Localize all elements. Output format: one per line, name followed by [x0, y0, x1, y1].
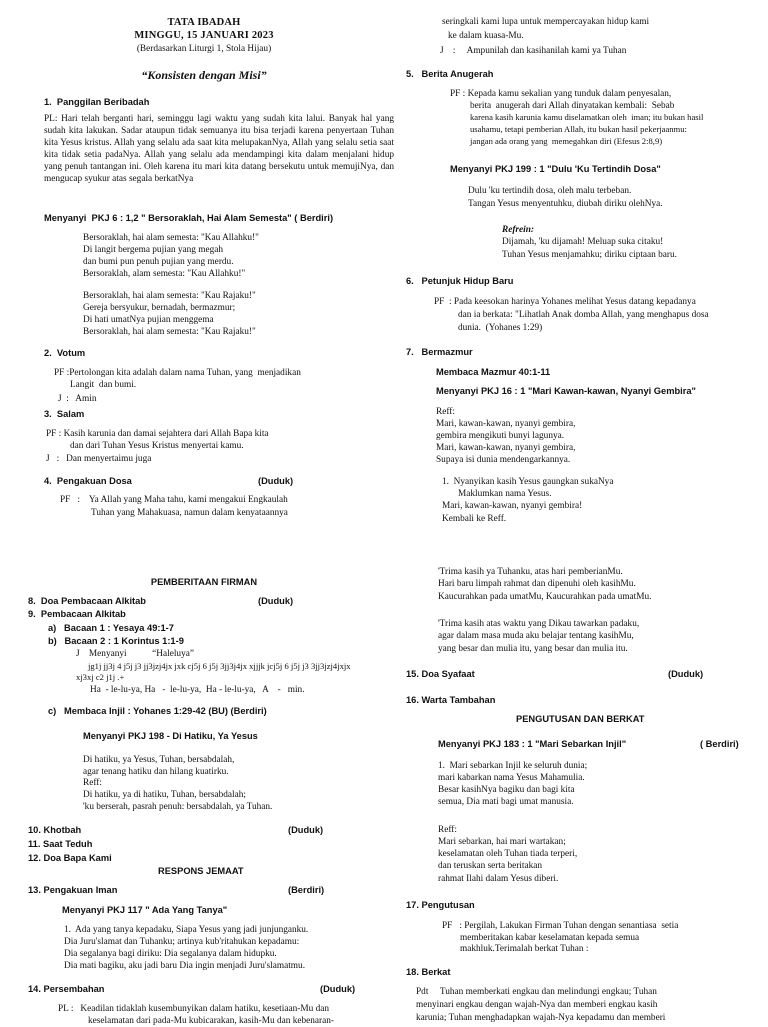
persembahan-pl-l2: keselamatan dari pada-Mu kubicarakan, kasih-Mu dan kebenaran- [88, 1016, 335, 1026]
song-pkj6-v2-l4: Bersoraklah, hai alam semesta: "Kau Rajaku!" [83, 327, 256, 337]
song-pkj198-reff: Reff: [83, 778, 102, 788]
anugerah-l4: usahamu, tetapi pemberian Allah, itu bukan hasil pekerjaanmu: [470, 124, 687, 134]
song-pkj183-title: Menyanyi PKJ 183 : 1 "Mari Sebarkan Injil" [438, 739, 627, 749]
anugerah-l2: berita anugerah dari Allah dinyatakan kembali: Sebab [470, 101, 675, 111]
section-doa-syafaat: 15. Doa Syafaat [406, 669, 475, 679]
votum-pf-l2: Langit dan bumi. [70, 380, 137, 390]
votum-j: J : Amin [58, 394, 97, 404]
section-doa-bapa-kami: 12. Doa Bapa Kami [28, 853, 112, 863]
song-pkj183-reff-l2: keselamatan oleh Tuhan tiada terperi, [438, 849, 578, 859]
votum-pf-l1: PF :Pertolongan kita adalah dalam nama Tuhan, yang menjadikan [54, 368, 301, 378]
song-pkj16-reff-l4: Supaya isi dunia mendengarkannya. [436, 455, 571, 465]
section-pengakuan-dosa-title: 4. Pengakuan Dosa [44, 476, 132, 486]
section-berkat: 18. Berkat [406, 967, 451, 977]
song-pkj6-v2-l3: Di hati umatNya pujian menggema [83, 315, 214, 325]
bacaan-1: a) Bacaan 1 : Yesaya 49:1-7 [48, 623, 174, 633]
doc-title: TATA IBADAH [167, 17, 241, 28]
song-pkj199-refrein-label: Refrein: [502, 225, 535, 235]
song-pkj16-v1-l4: Kembali ke Reff. [442, 514, 507, 524]
song-pkj198-title: Menyanyi PKJ 198 - Di Hatiku, Ya Yesus [83, 731, 258, 741]
doa-syafaat-posture: (Duduk) [668, 669, 704, 679]
section-votum-title: 2. Votum [44, 348, 86, 358]
haleluya-lyric: Ha - le-lu-ya, Ha - le-lu-ya, Ha - le-lu-ya, A - min. [90, 685, 305, 695]
section-berita-anugerah: 5. Berita Anugerah [406, 69, 494, 79]
berkat-l3: karunia; Tuhan menghadapkan wajah-Nya kepadamu dan memberi [416, 1013, 666, 1023]
song-pkj198-l3: Di hatiku, ya di hatiku, Tuhan, bersabdalah; [83, 790, 246, 800]
persembahan-pl-l1: PL : Keadilan tidaklah kusembunyikan dalam hatiku, kesetiaan-Mu dan [58, 1004, 330, 1014]
song-pkj198-l2: agar tenang hatiku dan hilang kuatirku. [83, 767, 229, 777]
section-salam-title: 3. Salam [44, 409, 85, 419]
song-pkj16-reff-label: Reff: [436, 407, 455, 417]
bacaan-2: b) Bacaan 2 : 1 Korintus 1:1-9 [48, 636, 184, 646]
pengutusan-l1: PF : Pergilah, Lakukan Firman Tuhan dengan senantiasa setia [442, 921, 679, 931]
section-saat-teduh: 11. Saat Teduh [28, 839, 93, 849]
anugerah-l1: PF : Kepada kamu sekalian yang tunduk dalam penyesalan, [450, 89, 672, 99]
pengutusan-l2: memberitakan kabar keselamatan kepada semua [460, 933, 640, 943]
bermazmur-read: Membaca Mazmur 40:1-11 [436, 367, 551, 377]
song-pkj183-reff-l4: rahmat Ilahi dalam Yesus diberi. [438, 874, 559, 884]
song-pkj16-v1-l3: Mari, kawan-kawan, nyanyi gembira! [442, 501, 583, 511]
song-pkj6-v1-l1: Bersoraklah, hai alam semesta: "Kau Allahku!" [83, 233, 259, 243]
song-pkj117-title: Menyanyi PKJ 117 " Ada Yang Tanya" [62, 905, 228, 915]
pengakuan-dosa-pf-l2: Tuhan yang Mahakuasa, namun dalam kenyataannya [91, 508, 288, 518]
song-pkj6-v2-l2: Gereja bersyukur, bernadah, bermazmur; [83, 303, 236, 313]
salam-j: J : Dan menyertaimu juga [46, 454, 152, 464]
song-pkj199-refrein-l2: Tuhan Yesus menjamahku; diriku ciptaan baru. [502, 250, 677, 260]
haleluya-notation-l1: jg1j jj3j 4 j5j j3 jj3jzj4jx jxk cj5j 6 j5j 3jj3j4jx xjjjk jcj5j 6 j5j j3 3jj3jzj4jxjx [88, 661, 351, 671]
petunjuk-l2: dan ia berkata: "Lihatlah Anak domba Allah, yang menghapus dosa [458, 310, 709, 320]
pengutusan-l3: makhluk.Terimalah berkat Tuhan : [460, 944, 589, 954]
pengakuan-iman-posture: (Berdiri) [288, 885, 325, 895]
pengakuan-dosa-pf-l1: PF : Ya Allah yang Maha tahu, kami mengakui Engkaulah [60, 495, 288, 505]
section-pembacaan-alkitab: 9. Pembacaan Alkitab [28, 609, 126, 619]
anugerah-l5: jangan ada orang yang memegahkan diri (Efesus 2:8,9) [470, 136, 663, 146]
section-petunjuk-hidup-baru: 6. Petunjuk Hidup Baru [406, 276, 514, 286]
song-pkj199-refrein-l1: Dijamah, 'ku dijamah! Meluap suka citaku! [502, 237, 664, 247]
song-pkj16-reff-l3: Mari, kawan-kawan, nyanyi gembira, [436, 443, 576, 453]
song-pkj183-v1-l2: mari kabarkan nama Yesus Mahamulia. [438, 773, 585, 783]
khotbah-posture: (Duduk) [288, 825, 324, 835]
haleluya-notation-l2: xj3xj c2 j1j .+ [76, 672, 125, 682]
song-pkj16-v1-l2: Maklumkan nama Yesus. [458, 489, 552, 499]
salam-pf-l1: PF : Kasih karunia dan damai sejahtera dari Allah Bapa kita [46, 429, 269, 439]
song-pkj183-reff-label: Reff: [438, 825, 457, 835]
doc-basis: (Berdasarkan Liturgi 1, Stola Hijau) [136, 44, 272, 54]
song-pkj16-reff-l2: gembira mengikuti bunyi lagunya. [436, 431, 565, 441]
doc-date: MINGGU, 15 JANUARI 2023 [134, 30, 274, 41]
doc-theme: “Konsisten dengan Misi” [141, 68, 267, 82]
confession-cont-l1: seringkali kami lupa untuk mempercayakan hidup kami [442, 17, 650, 27]
song-pkj16-reff-l1: Mari, kawan-kawan, nyanyi gembira, [436, 419, 576, 429]
song-pkj183-posture: ( Berdiri) [700, 739, 739, 749]
section-panggilan-title: 1. Panggilan Beribadah [44, 97, 150, 107]
song-pkj6-v2-l1: Bersoraklah, hai alam semesta: "Kau Rajaku!" [83, 291, 256, 301]
song-pkj183-v1-l4: semua, Dia mati bagi umat manusia. [438, 797, 574, 807]
song-pkj117-l2: Dia Juru'slamat dan Tuhanku; artinya kub'ritahukan kepadamu: [64, 937, 300, 947]
song-pkj6-v1-l2: Di langit bergema pujian yang megah [83, 245, 224, 255]
trina-kasih-2-l3: yang besar dan mulia itu, yang besar dan mulia itu. [438, 644, 628, 654]
song-pkj183-reff-l1: Mari sebarkan, hai mari wartakan; [438, 837, 566, 847]
section-bermazmur: 7. Bermazmur [406, 347, 473, 357]
trina-kasih-1-l2: Hari baru limpah rahmat dan dipenuhi oleh kasihMu. [438, 579, 636, 589]
berkat-l1: Pdt Tuhan memberkati engkau dan melindungi engkau; Tuhan [416, 987, 657, 997]
section-pengakuan-iman: 13. Pengakuan Iman [28, 885, 118, 895]
song-pkj198-l1: Di hatiku, ya Yesus, Tuhan, bersabdalah, [83, 755, 235, 765]
song-pkj198-l4: 'ku berserah, pasrah penuh: bersabdalah, ya Tuhan. [83, 802, 273, 812]
trina-kasih-2-l1: 'Trima kasih atas waktu yang Dikau tawarkan padaku, [438, 619, 640, 629]
section-khotbah: 10. Khotbah [28, 825, 82, 835]
song-pkj183-reff-l3: dan teruskan serta beritakan [438, 861, 543, 871]
berkat-l2: menyinari engkau dengan wajah-Nya dan memberi engkau kasih [416, 1000, 658, 1010]
song-pkj199-l1: Dulu 'ku tertindih dosa, oleh malu terbeban. [468, 186, 632, 196]
confession-j: J : Ampunilah dan kasihanilah kami ya Tuhan [440, 46, 627, 56]
petunjuk-l3: dunia. (Yohanes 1:29) [458, 323, 543, 333]
anugerah-l3: karena kasih karunia kamu diselamatkan oleh iman; itu bukan hasil [470, 112, 704, 122]
song-pkj183-v1-l1: 1. Mari sebarkan Injil ke seluruh dunia; [438, 761, 588, 771]
pengakuan-dosa-posture: (Duduk) [258, 476, 294, 486]
song-pkj6-v1-l3: dan bumi pun penuh pujian yang merdu. [83, 257, 234, 267]
song-pkj6-title: Menyanyi PKJ 6 : 1,2 " Bersoraklah, Hai Alam Semesta" ( Berdiri) [44, 213, 334, 223]
persembahan-posture: (Duduk) [320, 984, 356, 994]
section-pengutusan: 17. Pengutusan [406, 900, 475, 910]
confession-cont-l2: ke dalam kuasa-Mu. [448, 31, 524, 41]
heading-pemberitaan-firman: PEMBERITAAN FIRMAN [150, 577, 258, 587]
trina-kasih-2-l2: agar dalam masa muda aku belajar tentang kasihMu, [438, 631, 634, 641]
doa-pembacaan-posture: (Duduk) [258, 596, 294, 606]
section-warta-tambahan: 16. Warta Tambahan [406, 695, 496, 705]
song-pkj117-l1: 1. Ada yang tanya kepadaku, Siapa Yesus yang jadi junjunganku. [64, 925, 309, 935]
petunjuk-l1: PF : Pada keesokan harinya Yohanes melihat Yesus datang kepadanya [434, 297, 696, 307]
song-pkj183-v1-l3: Besar kasihNya bagiku dan bagi kita [438, 785, 575, 795]
salam-pf-l2: dan dari Tuhan Yesus Kristus menyertai kamu. [70, 441, 244, 451]
trina-kasih-1-l3: Kaucurahkan pada umatMu, Kaucurahkan pada umatMu. [438, 592, 652, 602]
section-panggilan-text: PL: Hari telah berganti hari, seminggu lagi waktu yang sudah kita lalui. Banyak hal yang sudah kita lakukan. Sadar ataupun tidak semuanya itu bisa terjadi karena penyertaan Tuhan kita Yesus kristus. Allah yang selalu ada saat kita melupakanNya, Allah yang selalu setia saat kita tidak setia padaNya. Allah yang selalu ada mendampingi kita dalam menjalani hidup yang penuh tantangan ini. Oleh karena itu mari kita datang bersekutu untuk memujiNya, dan mengucap syukur atas segala berkatNya [44, 114, 394, 185]
song-pkj16-v1-l1: 1. Nyanyikan kasih Yesus gaungkan sukaNya [442, 477, 614, 487]
song-pkj6-v1-l4: Bersoraklah, alam semesta: "Kau Allahku!" [83, 269, 246, 279]
song-pkj199-l2: Tangan Yesus menyentuhku, diubah diriku olehNya. [468, 199, 663, 209]
section-doa-pembacaan: 8. Doa Pembacaan Alkitab [28, 596, 146, 606]
membaca-injil: c) Membaca Injil : Yohanes 1:29-42 (BU) (Berdiri) [48, 706, 267, 716]
heading-respons-jemaat: RESPONS JEMAAT [158, 866, 244, 876]
heading-pengutusan-berkat: PENGUTUSAN DAN BERKAT [516, 714, 645, 724]
song-pkj199-title: Menyanyi PKJ 199 : 1 "Dulu 'Ku Tertindih Dosa" [450, 164, 661, 174]
song-pkj117-l4: Dia mati bagiku, aku jadi baru Dia ingin menjadi Juru'slamatmu. [64, 961, 306, 971]
haleluya-heading: J Menyanyi “Haleluya” [76, 649, 194, 659]
song-pkj16-title: Menyanyi PKJ 16 : 1 "Mari Kawan-kawan, Nyanyi Gembira" [436, 386, 696, 396]
trina-kasih-1-l1: 'Trima kasih ya Tuhanku, atas hari pemberianMu. [438, 567, 623, 577]
song-pkj117-l3: Dia segalanya bagi diriku: Dia segalanya dalam hidupku. [64, 949, 277, 959]
section-persembahan: 14. Persembahan [28, 984, 105, 994]
